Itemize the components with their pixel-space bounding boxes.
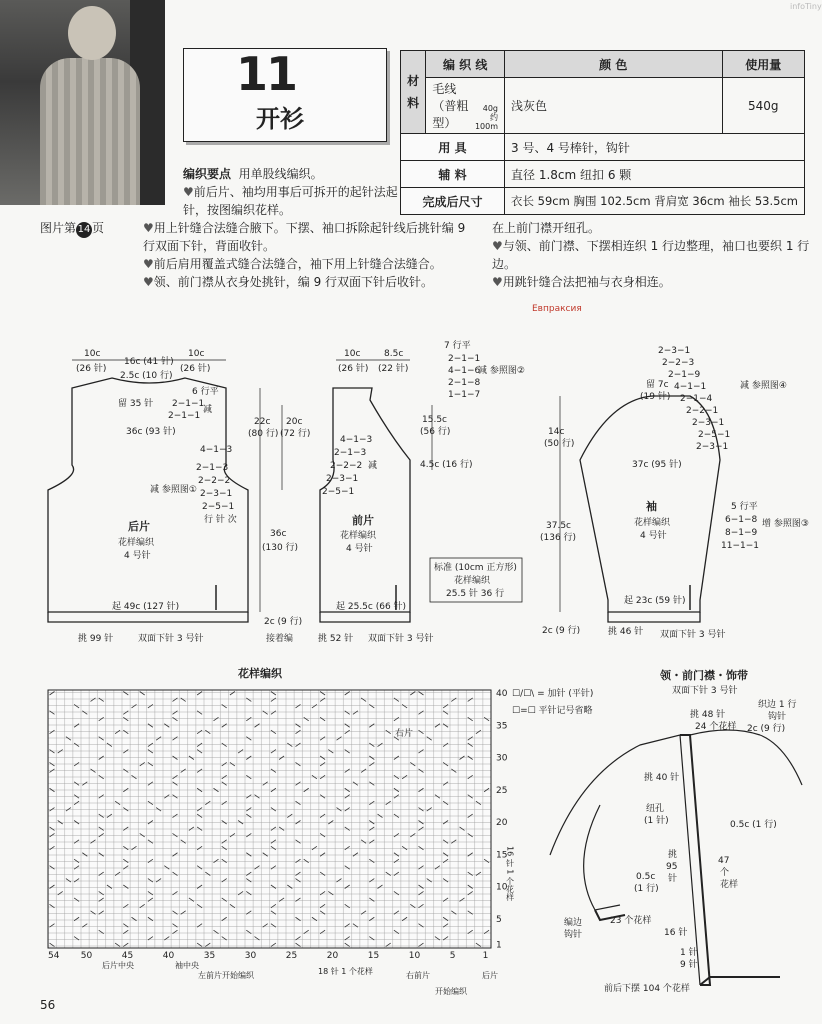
back-rib-h: 2c (9 行)	[264, 617, 303, 627]
chart-col-label: 20	[326, 951, 339, 961]
back-join: 接着编	[266, 634, 294, 644]
back-h2b: (72 行)	[280, 429, 311, 439]
chart-row-label: 25	[496, 785, 508, 796]
front-cast: 起 25.5c (66 针)	[336, 602, 407, 612]
back-dec-word: 减	[203, 405, 213, 415]
front-neck-0: 7 行平	[444, 341, 471, 351]
collar-n9: 9 针	[680, 960, 698, 970]
sleeve-h2b: (136 行)	[540, 533, 577, 543]
chart-left-front: 左前片开始编织	[198, 971, 254, 980]
front-neck-4: 1−1−7	[448, 390, 481, 400]
collar-button2: (1 针)	[644, 816, 669, 826]
sleeve-cap-2: 2−1−9	[668, 370, 701, 380]
chart-title: 花样编织	[238, 667, 282, 680]
page-ref-badge: 14	[76, 222, 92, 238]
collar-body-right	[760, 735, 802, 785]
note-2: 用上针缝合法缝合腋下。下摆、袖口拆除起针线后挑针编 9 行双面下针，背面收针。	[143, 221, 466, 253]
back-arm-2: 2−2−2	[198, 476, 231, 486]
heart-icon: ♥	[492, 275, 503, 289]
chart-col-label: 50	[80, 951, 93, 961]
back-needle: 4 号针	[124, 551, 151, 561]
back-title: 后片	[128, 520, 150, 533]
chart-legend-2: ☐=☐ 平针记号省略	[512, 706, 593, 716]
title-box	[183, 48, 387, 142]
chart-col-label: 10	[408, 951, 421, 961]
sleeve-h1: 14c	[548, 427, 565, 437]
sleeve-cap-4: 2−1−4	[680, 394, 713, 404]
sleeve-h1b: (50 行)	[544, 439, 575, 449]
back-width: 36c (93 针)	[126, 427, 176, 437]
sleeve-cap-7: 2−5−1	[698, 430, 731, 440]
front-top-1: 10c	[344, 349, 361, 359]
sleeve-h2: 37.5c	[546, 521, 571, 531]
material-label-1: 材料	[407, 74, 420, 110]
collar-edge: 编边	[564, 918, 583, 928]
sleeve-cuff	[608, 612, 700, 622]
front-h2: 4.5c (16 行)	[420, 460, 473, 470]
note-4: 领、前门襟从衣身处挑针，编 9 行双面下针后收针。	[153, 275, 434, 289]
sleeve-pick: 挑 46 针	[608, 627, 644, 637]
collar-pick-top2: 24 个花样	[695, 722, 737, 732]
collar-gap2: 0.5c	[636, 872, 656, 882]
front-arm-3: 2−3−1	[326, 474, 359, 484]
spec-amount: 540g	[722, 78, 804, 134]
collar-rep23: 23 个花样	[610, 916, 652, 926]
note-3: 前后肩用覆盖式缝合法缝合，袖下用上针缝合法缝合。	[153, 257, 442, 271]
notes-block-2	[143, 219, 478, 291]
chart-grid	[48, 690, 491, 948]
chart-legend-1: ☐/☐\ = 加针 (平针)	[512, 689, 594, 699]
yarn-type: （普粗型）	[432, 99, 469, 130]
collar-gap: 0.5c (1 行)	[730, 820, 777, 830]
sleeve-top: 留 7c	[646, 380, 669, 390]
collar-n47c: 花样	[720, 880, 739, 890]
chart-sleeve-center: 袖中央	[175, 961, 199, 970]
spec-color-header: 颜 色	[505, 51, 723, 78]
chart-legend-2-text: 平针记号省略	[538, 706, 593, 716]
garment-schematics	[0, 330, 816, 655]
chart-col-label: 45	[121, 951, 134, 961]
front-neck-1: 2−1−1	[448, 354, 481, 364]
credit: Евпраксия	[532, 304, 582, 314]
sleeve-cap-5: 2−2−1	[686, 406, 719, 416]
sleeve-cap-1: 2−2−3	[662, 358, 695, 368]
chart-row-label: 5	[496, 914, 502, 925]
photo-head	[68, 6, 116, 60]
notes-block-3	[492, 219, 817, 291]
back-top-3b: (26 针)	[180, 364, 211, 374]
gauge-l2: 花样编织	[454, 576, 491, 586]
chart-row-label: 40	[496, 689, 508, 699]
spec-yarn-cell	[426, 78, 505, 134]
front-top-2b: (22 针)	[378, 364, 409, 374]
collar-hem	[700, 977, 780, 985]
collar-n47: 47	[718, 856, 730, 866]
sleeve-needle: 4 号针	[640, 531, 667, 541]
front-pattern: 花样编织	[340, 531, 377, 541]
front-arm-4: 2−5−1	[322, 487, 355, 497]
note-6: 与领、前门襟、下摆相连织 1 行边整理，袖口也要织 1 行边。	[492, 239, 810, 271]
chart-col-label: 1	[482, 951, 489, 961]
chart-col-label: 15	[367, 951, 380, 961]
collar-crochet2: 钩针	[768, 712, 787, 722]
sleeve-title: 袖	[646, 500, 657, 513]
front-needle: 4 号针	[346, 544, 373, 554]
collar-pick95c: 针	[668, 874, 678, 884]
chart-legend-1-text: = 加针 (平针)	[537, 689, 594, 699]
collar-hem-count: 前后下摆 104 个花样	[604, 984, 690, 994]
back-h2: 20c	[286, 417, 303, 427]
collar-pick95b: 95	[666, 862, 678, 872]
chart-col-label: 40	[162, 951, 175, 961]
note-1: 前后片、袖均用事后可拆开的起针法起针，按图编织花样。	[183, 185, 398, 217]
chart-back-piece: 后片	[482, 971, 498, 980]
back-hem	[48, 612, 248, 622]
front-arm-0: 4−1−3	[340, 435, 373, 445]
chart-row-label: 30	[496, 753, 508, 764]
note-7: 用跳针缝合法把袖与衣身相连。	[502, 275, 671, 289]
sleeve-topb: (19 针)	[640, 392, 671, 402]
sleeve-cap-0: 2−3−1	[658, 346, 691, 356]
collar-gap2b: (1 行)	[634, 884, 659, 894]
spec-size: 衣长 59cm 胸围 102.5cm 背肩宽 36cm 袖长 53.5cm	[505, 188, 805, 215]
front-h1: 15.5c	[422, 415, 447, 425]
collar-title: 领・前门襟・饰带	[660, 669, 748, 682]
sleeve-cast: 起 23c (59 针)	[624, 596, 686, 606]
chart-rep-cols: 18 针 1 个花样	[318, 967, 373, 976]
chart-col-label: 5	[449, 951, 456, 961]
back-top-3: 10c	[188, 349, 205, 359]
collar-pick95: 挑	[668, 850, 678, 860]
yarn-length: 约 100m	[474, 113, 498, 131]
heart-icon: ♥	[183, 185, 194, 199]
front-title: 前片	[352, 514, 374, 527]
page-ref-text: 图片第	[40, 221, 77, 235]
back-pick: 挑 99 针	[78, 634, 114, 644]
chart-row-labels	[496, 689, 508, 951]
spec-size-label: 完成后尺寸	[401, 188, 505, 215]
front-top-2: 8.5c	[384, 349, 404, 359]
chart-row-label: 1	[496, 940, 502, 951]
model-photo	[0, 0, 165, 205]
collar-pick40: 挑 40 针	[644, 773, 680, 783]
sleeve-inc-0: 5 行平	[731, 502, 758, 512]
front-outline	[320, 388, 410, 612]
chart-start: 开始编织	[435, 987, 467, 996]
page-number: 56	[40, 998, 56, 1012]
back-top-2: 16c (41 针)	[124, 357, 174, 367]
front-arm-1: 2−1−3	[334, 448, 367, 458]
back-cast: 起 49c (127 针)	[112, 602, 180, 612]
sleeve-inc-2: 8−1−9	[725, 528, 758, 538]
back-arm-1: 2−1−3	[196, 463, 229, 473]
back-ref: 减 参照图①	[150, 485, 197, 495]
back-arm-note: 行 针 次	[204, 515, 237, 525]
back-arm-3: 2−3−1	[200, 489, 233, 499]
chart-col-label: 54	[48, 951, 60, 961]
back-shoulder: 6 行平	[192, 387, 219, 397]
spec-aux-label: 辅 料	[401, 161, 505, 188]
spec-aux: 直径 1.8cm 纽扣 6 颗	[505, 161, 805, 188]
chart-row-label: 10	[496, 882, 508, 893]
back-dec-2: 2−1−1	[168, 411, 201, 421]
spec-yarn-header: 编 织 线	[426, 51, 505, 78]
sleeve-cap-6: 2−3−1	[692, 418, 725, 428]
front-neck-2: 4−1−6	[448, 366, 481, 376]
sleeve-cap-8: 2−3−1	[696, 442, 729, 452]
back-stay: 留 35 针	[118, 399, 154, 409]
collar-n16: 16 针	[664, 928, 688, 938]
chart-back-center: 后片中央	[102, 961, 134, 970]
spec-amount-header: 使用量	[722, 51, 804, 78]
chart-marker: 右片	[395, 729, 414, 739]
front-h1b: (56 行)	[420, 427, 451, 437]
sleeve-cap-3: 4−1−1	[674, 382, 707, 392]
photo-cardigan	[40, 58, 140, 205]
sleeve-pattern: 花样编织	[634, 518, 671, 528]
back-h3: 36c	[270, 529, 287, 539]
collar-sub: 双面下针 3 号针	[672, 686, 738, 696]
collar-rib-w: 2c (9 行)	[747, 724, 786, 734]
front-hem	[320, 612, 410, 622]
collar-sleeve	[584, 805, 620, 910]
chart-row-label: 20	[496, 818, 508, 828]
back-neck: 2.5c (10 行)	[120, 371, 173, 381]
sleeve-inc-3: 11−1−1	[721, 541, 759, 551]
chart-rep-rows: 16 针 1 个花样	[505, 846, 515, 901]
front-pick: 挑 52 针	[318, 634, 354, 644]
spec-material-label	[401, 51, 426, 134]
page-ref-text2: 页	[92, 221, 105, 235]
sleeve-width: 37c (95 针)	[632, 460, 682, 470]
chart-col-labels	[48, 951, 488, 961]
back-arm-4: 2−5−1	[202, 502, 235, 512]
heart-icon: ♥	[143, 275, 154, 289]
heart-icon: ♥	[143, 221, 154, 235]
notes-block-1	[183, 165, 408, 219]
chart-col-label: 30	[244, 951, 257, 961]
spec-table	[400, 50, 805, 215]
collar-button: 纽孔	[646, 804, 665, 814]
chart-row-label: 35	[496, 721, 508, 732]
chart-right-front: 右前片	[406, 971, 430, 980]
sleeve-rib-h: 2c (9 行)	[542, 626, 581, 636]
notes-lead: 用单股线编织。	[238, 167, 323, 181]
back-top-1: 10c	[84, 349, 101, 359]
stitch-chart	[40, 686, 530, 996]
spec-tools: 3 号、4 号棒针，钩针	[505, 134, 805, 161]
back-h1: 22c	[254, 417, 271, 427]
collar-pick-top: 挑 48 针	[690, 710, 726, 720]
watermark: infoTiny	[790, 2, 822, 11]
front-top-1b: (26 针)	[338, 364, 369, 374]
sleeve-cap-ref: 减 参照图④	[740, 381, 787, 391]
spec-tools-label: 用 具	[401, 134, 505, 161]
sleeve-inc-ref: 增 参照图③	[762, 519, 809, 529]
collar-n47b: 个	[720, 868, 730, 878]
yarn-weight: 40g	[482, 104, 498, 113]
back-pattern: 花样编织	[118, 538, 155, 548]
notes-title: 编织要点	[183, 167, 232, 181]
front-arm-2: 2−2−2	[330, 461, 363, 471]
sleeve-rib: 双面下针 3 号针	[660, 630, 726, 640]
front-rib: 双面下针 3 号针	[368, 634, 434, 644]
back-rib: 双面下针 3 号针	[138, 634, 204, 644]
front-arm-word: 减	[368, 461, 378, 471]
pattern-name: 开衫	[256, 105, 304, 133]
yarn-name: 毛线	[432, 82, 457, 96]
back-top-1b: (26 针)	[76, 364, 107, 374]
front-neck-3: 2−1−8	[448, 378, 481, 388]
back-h1b: (80 行)	[248, 429, 279, 439]
collar-n1: 1 针	[680, 948, 698, 958]
back-dec-1: 2−1−1	[172, 399, 205, 409]
front-neck-ref: 减 参照图②	[478, 366, 525, 376]
note-5: 在上前门襟开纽孔。	[492, 221, 601, 235]
collar-edge2: 钩针	[564, 930, 583, 940]
chart-col-label: 25	[285, 951, 298, 961]
collar-crochet: 织边 1 行	[758, 700, 797, 710]
sleeve-inc-1: 6−1−8	[725, 515, 758, 525]
back-h3b: (130 行)	[262, 543, 299, 553]
chart-col-label: 35	[203, 951, 216, 961]
back-arm-0: 4−1−3	[200, 445, 233, 455]
gauge-l3: 25.5 针 36 行	[446, 589, 505, 599]
pattern-number: 11	[236, 47, 297, 101]
chart-row-label: 15	[496, 850, 508, 861]
spec-color: 浅灰色	[505, 78, 723, 134]
page-ref	[40, 219, 104, 238]
heart-icon: ♥	[143, 257, 154, 271]
collar-diagram	[540, 695, 810, 1005]
gauge-l1: 标准 (10cm 正方形)	[434, 563, 517, 573]
heart-icon: ♥	[492, 239, 503, 253]
